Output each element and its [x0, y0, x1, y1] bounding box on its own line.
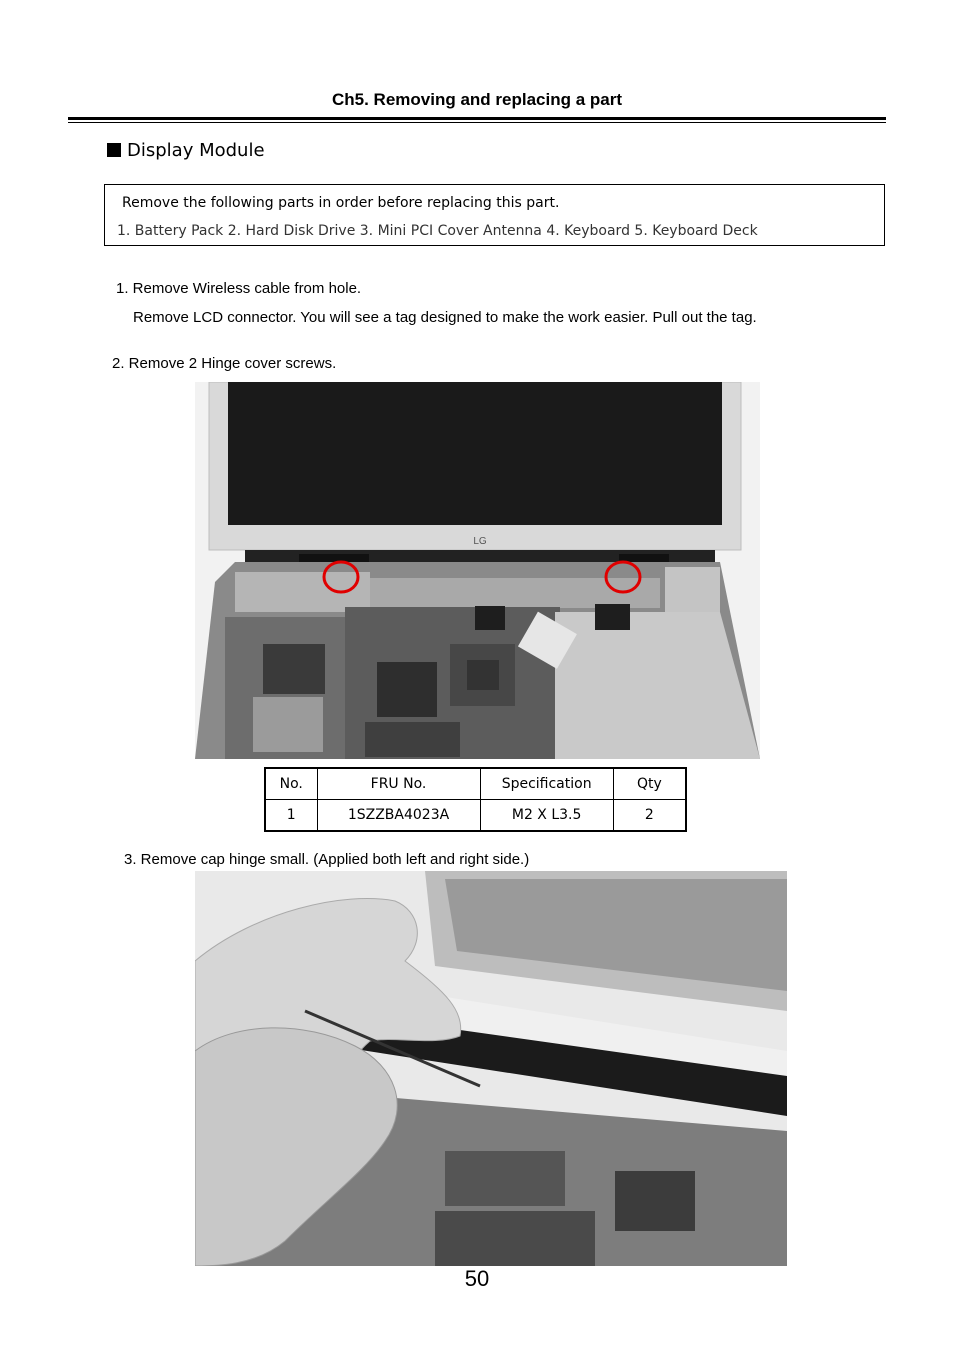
- table-header-cell: Qty: [613, 768, 686, 800]
- table-header-cell: Specification: [480, 768, 613, 800]
- page-number: 50: [464, 1266, 490, 1291]
- section-title: Display Module: [127, 140, 265, 161]
- hinge-screws-photo: [195, 382, 760, 759]
- prerequisite-box: [104, 184, 885, 246]
- cap-hinge-photo: [195, 871, 787, 1266]
- prerequisite-list: 1. Battery Pack 2. Hard Disk Drive 3. Mini PCI Cover Antenna 4. Keyboard 5. Keyboard Deck: [117, 223, 758, 239]
- fru-table-header-row: [265, 768, 686, 800]
- prerequisite-intro: Remove the following parts in order before replacing this part.: [122, 195, 560, 211]
- table-cell: M2 X L3.5: [480, 800, 613, 832]
- step-2: 2. Remove 2 Hinge cover screws.: [112, 355, 337, 372]
- chapter-title: Ch5. Removing and replacing a part: [331, 90, 622, 109]
- photo1-logo: LG: [473, 536, 487, 547]
- table-row: [265, 800, 686, 832]
- step-3: 3. Remove cap hinge small. (Applied both left and right side.): [124, 851, 530, 868]
- header-rule-thick: [68, 117, 886, 120]
- step-1-line-1: 1. Remove Wireless cable from hole.: [116, 280, 362, 297]
- table-cell: 2: [613, 800, 686, 832]
- table-header-cell: FRU No.: [317, 768, 480, 800]
- hinge-screws-illustration: [195, 382, 760, 759]
- table-header-cell: No.: [265, 768, 317, 800]
- fru-table: [264, 767, 687, 832]
- cap-hinge-illustration: [195, 871, 787, 1266]
- step-1-line-2: Remove LCD connector. You will see a tag designed to make the work easier. Pull out the tag.: [133, 309, 757, 326]
- table-cell: 1SZZBA4023A: [317, 800, 480, 832]
- section-heading: [107, 140, 265, 161]
- header-rule-thin: [68, 122, 886, 123]
- square-bullet-icon: [107, 143, 121, 157]
- table-cell: 1: [265, 800, 317, 832]
